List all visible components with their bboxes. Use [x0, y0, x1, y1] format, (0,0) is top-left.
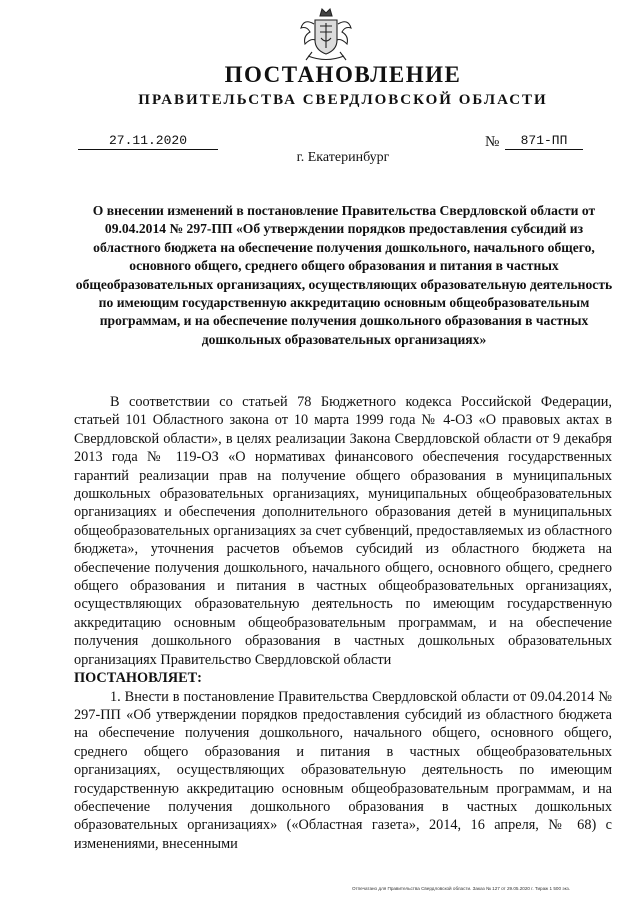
document-title: О внесении изменений в постановление Правительства Свердловской области от 09.04.2014 № 297-ПП «Об утверждении порядков предоставления субсидий из областного бюджета на обеспечение получения дошкольного, начального общего, основного общего, среднего общего образования и питания в частных общеобразовательных организациях, осуществляющих образовательную деятельность по имеющим государственную аккредитацию основным общеобразовательным программам, и на обеспечение получения дошкольного образования в частных дошкольных образовательных организациях» [75, 203, 613, 347]
number-sign: № [485, 134, 500, 150]
decree-heading: ПОСТАНОВЛЯЕТ: [74, 670, 202, 687]
document-type: ПОСТАНОВЛЕНИЕ [224, 62, 462, 87]
document-date: 27.11.2020 [78, 133, 218, 150]
document-body [74, 393, 612, 853]
city: г. Екатеринбург [296, 150, 390, 165]
item-1-paragraph: 1. Внести в постановление Правительства Свердловской области от 09.04.2014 № 297-ПП «Об утверждении порядков предоставления субсидий из областного бюджета на обеспечение получения дошкольного, начального общего, основного общего, среднего общего образования и питания в частных общеобразовательных организациях, осуществляющих образовательную деятельность по имеющим государственную аккредитацию основным общеобразовательным программам, и на обеспечение получения дошкольного образования в частных дошкольных образовательных организациях» («Областная газета», 2014, 16 апреля, № 68) с изменениями, внесенными [74, 688, 612, 852]
coat-of-arms-icon [298, 6, 354, 64]
issuer: ПРАВИТЕЛЬСТВА СВЕРДЛОВСКОЙ ОБЛАСТИ [138, 92, 548, 108]
preamble-paragraph: В соответствии со статьей 78 Бюджетного кодекса Российской Федерации, статьей 101 Областного закона от 10 марта 1999 года № 4-ОЗ «О правовых актах в Свердловской области», в целях реализации Закона Свердловской области от 9 декабря 2013 года № 119-ОЗ «О нормативах финансового обеспечения государственных гарантий реализации прав на получение общего образования в муниципальных дошкольных образовательных организациях, муниципальных общеобразовательных организациях и обеспечения дополнительного образования детей в муниципальных общеобразовательных организациях за счет субвенций, предоставляемых из областного бюджета», уточнения расчетов объемов субсидий из областного бюджета на обеспечение получения дошкольного, начального общего, основного общего, среднего общего образования и питания в частных общеобразовательных организациях, осуществляющих образовательную деятельность по имеющим государственную аккредитацию основным общеобразовательным программам, и на обеспечение получения дошкольного образования в частных дошкольных образовательных организациях Правительство Свердловской области [74, 394, 612, 668]
print-footer: Отпечатано для Правительства Свердловской области. Заказ № 127 от 29.05.2020 г. Тираж 1 500 экз. [352, 886, 571, 891]
document-number: 871-ПП [505, 133, 583, 150]
